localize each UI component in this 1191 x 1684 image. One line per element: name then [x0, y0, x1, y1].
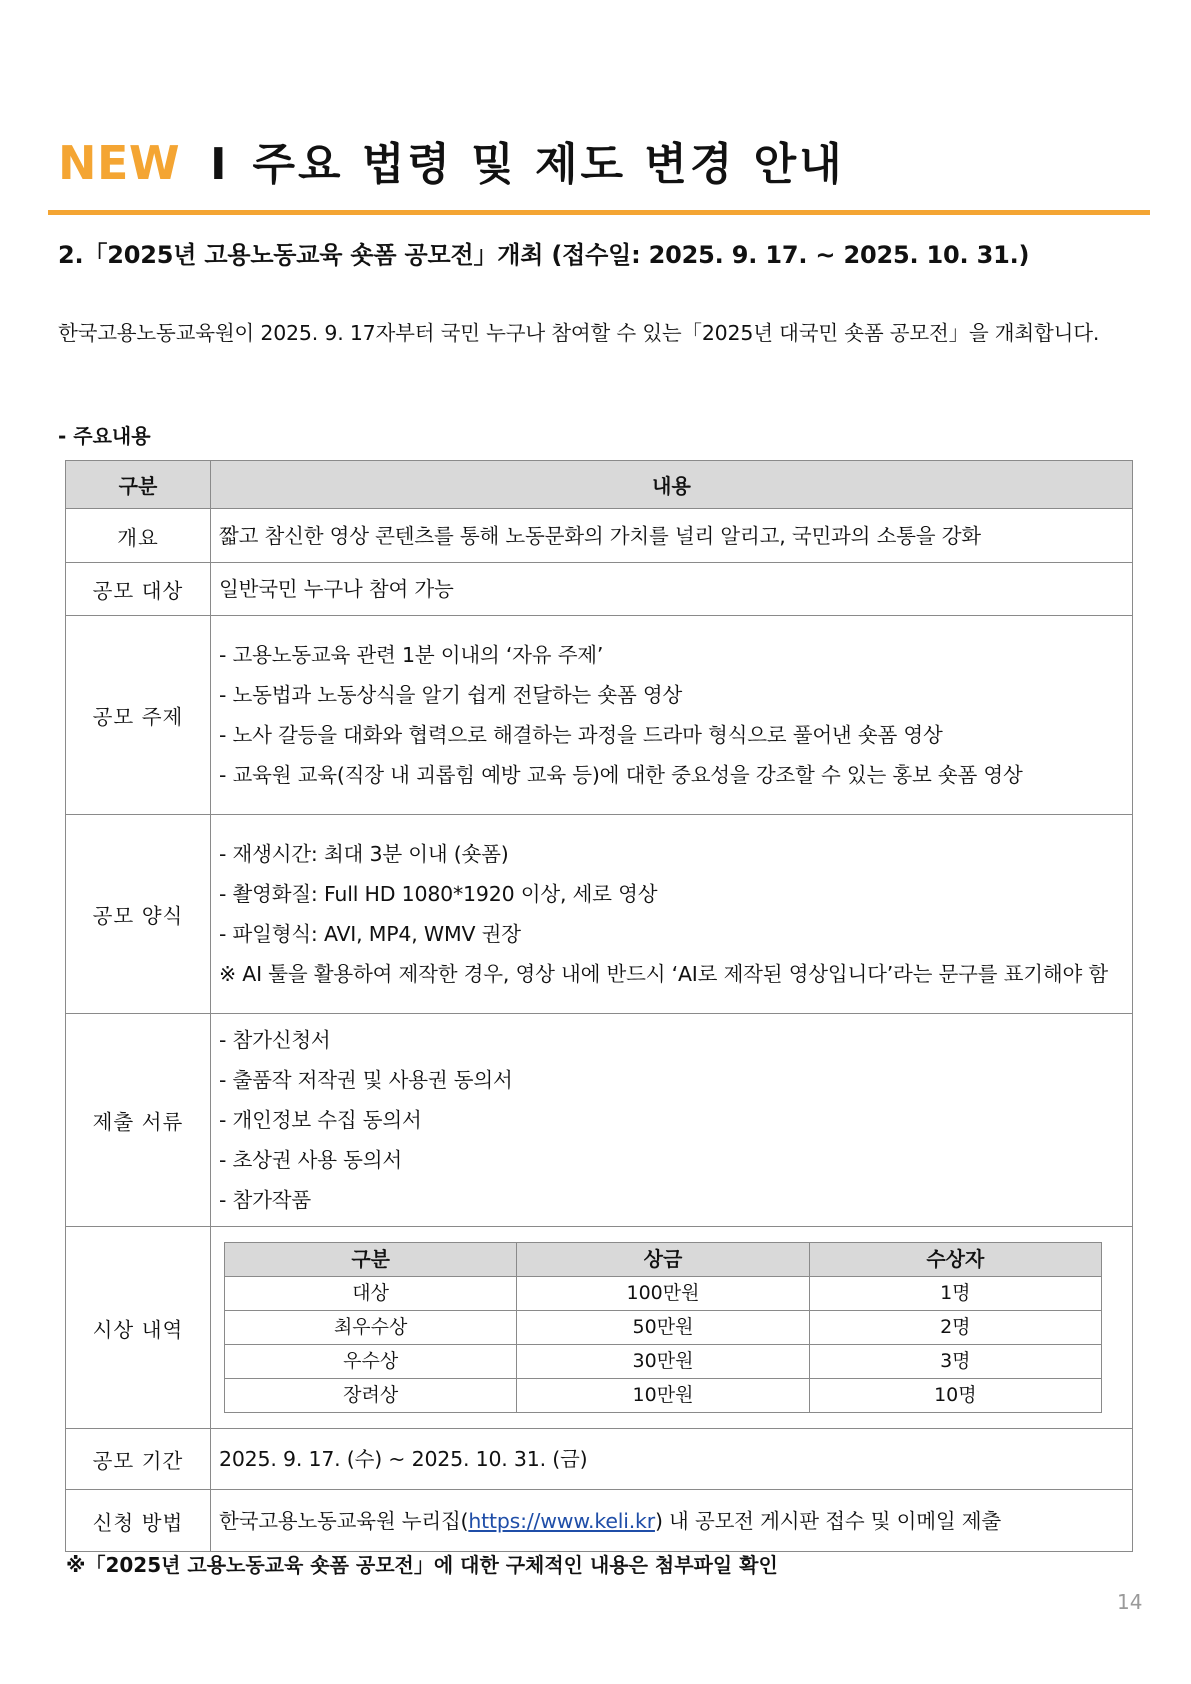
method-prefix: 한국고용노동교육원 누리집( [219, 1508, 469, 1533]
row-label: 제출 서류 [66, 1014, 211, 1227]
award-winners: 3명 [809, 1345, 1101, 1379]
award-row [225, 1345, 1102, 1379]
page-title: 주요 법령 및 제도 변경 안내 [252, 139, 845, 190]
new-badge: NEW [58, 136, 181, 190]
header-rule [48, 210, 1150, 215]
content-line: - 촬영화질: Full HD 1080*1920 이상, 세로 영상 [219, 882, 658, 906]
row-label: 공모 주제 [66, 616, 211, 815]
row-content [211, 509, 1133, 563]
content-line: - 참가작품 [219, 1188, 311, 1212]
row-content [211, 815, 1133, 1014]
content-line: - 노동법과 노동상식을 알기 쉽게 전달하는 숏폼 영상 [219, 683, 683, 707]
award-category: 대상 [225, 1277, 517, 1311]
award-header-winners: 수상자 [809, 1243, 1101, 1277]
award-prize: 10만원 [517, 1379, 809, 1413]
content-line: - 재생시간: 최대 3분 이내 (숏폼) [219, 842, 509, 866]
header-separator: I [210, 139, 227, 190]
award-category: 장려상 [225, 1379, 517, 1413]
content-line: - 출품작 저작권 및 사용권 동의서 [219, 1068, 513, 1092]
method-suffix: ) 내 공모전 게시판 접수 및 이메일 제출 [654, 1508, 1001, 1533]
award-header-prize: 상금 [517, 1243, 809, 1277]
table-row [66, 1227, 1133, 1429]
page-header [58, 128, 845, 192]
award-row [225, 1277, 1102, 1311]
content-line: - 고용노동교육 관련 1분 이내의 ‘자유 주제’ [219, 643, 604, 667]
table-row [66, 563, 1133, 616]
award-prize: 30만원 [517, 1345, 809, 1379]
website-link[interactable]: https://www.keli.kr [468, 1508, 655, 1533]
row-content [211, 1490, 1133, 1552]
table-header-row [66, 461, 1133, 509]
award-winners: 10명 [809, 1379, 1101, 1413]
award-row [225, 1379, 1102, 1413]
row-content [211, 1014, 1133, 1227]
award-table [224, 1242, 1102, 1413]
table-row [66, 1429, 1133, 1490]
row-content [211, 616, 1133, 815]
row-label: 개요 [66, 509, 211, 563]
content-line: - 개인정보 수집 동의서 [219, 1108, 422, 1132]
award-header-category: 구분 [225, 1243, 517, 1277]
table-row [66, 1490, 1133, 1552]
content-line: - 참가신청서 [219, 1028, 331, 1052]
row-content: 2025. 9. 17. (수) ~ 2025. 10. 31. (금) [211, 1429, 1133, 1490]
content-line: 짧고 참신한 영상 콘텐츠를 통해 노동문화의 가치를 널리 알리고, 국민과의 소통을 강화 [219, 523, 981, 548]
award-header-row [225, 1243, 1102, 1277]
award-category: 우수상 [225, 1345, 517, 1379]
page-number: 14 [1117, 1590, 1143, 1614]
table-row [66, 616, 1133, 815]
row-label: 공모 기간 [66, 1429, 211, 1490]
row-label: 신청 방법 [66, 1490, 211, 1552]
row-label: 공모 대상 [66, 563, 211, 616]
award-category: 최우수상 [225, 1311, 517, 1345]
content-line: - 초상권 사용 동의서 [219, 1148, 402, 1172]
column-header-content: 내용 [211, 461, 1133, 509]
table-row [66, 815, 1133, 1014]
table-row [66, 509, 1133, 563]
award-winners: 1명 [809, 1277, 1101, 1311]
award-row [225, 1311, 1102, 1345]
content-line: 일반국민 누구나 참여 가능 [219, 577, 454, 601]
row-content [211, 1227, 1133, 1429]
content-line: - 노사 갈등을 대화와 협력으로 해결하는 과정을 드라마 형식으로 풀어낸 숏폼 영상 [219, 723, 943, 747]
section-title: 2.「2025년 고용노동교육 숏폼 공모전」개최 (접수일: 2025. 9. 17. ~ 2025. 10. 31.) [58, 241, 1030, 269]
intro-paragraph: 한국고용노동교육원이 2025. 9. 17자부터 국민 누구나 참여할 수 있는「2025년 대국민 숏폼 공모전」을 개최합니다. [58, 321, 1100, 345]
footnote: ※「2025년 고용노동교육 숏폼 공모전」에 대한 구체적인 내용은 첨부파일 확인 [66, 1553, 778, 1577]
column-header-category: 구분 [66, 461, 211, 509]
row-content [211, 563, 1133, 616]
award-winners: 2명 [809, 1311, 1101, 1345]
content-line: - 파일형식: AVI, MP4, WMV 권장 [219, 922, 521, 946]
award-prize: 100만원 [517, 1277, 809, 1311]
award-prize: 50만원 [517, 1311, 809, 1345]
table-row [66, 1014, 1133, 1227]
row-label: 시상 내역 [66, 1227, 211, 1429]
row-label: 공모 양식 [66, 815, 211, 1014]
content-line: - 교육원 교육(직장 내 괴롭힘 예방 교육 등)에 대한 중요성을 강조할 수 있는 홍보 숏폼 영상 [219, 763, 1023, 787]
contest-details-table [65, 460, 1133, 1552]
main-content-label: - 주요내용 [58, 424, 151, 448]
content-line: ※ AI 툴을 활용하여 제작한 경우, 영상 내에 반드시 ‘AI로 제작된 영상입니다’라는 문구를 표기해야 함 [219, 962, 1109, 986]
